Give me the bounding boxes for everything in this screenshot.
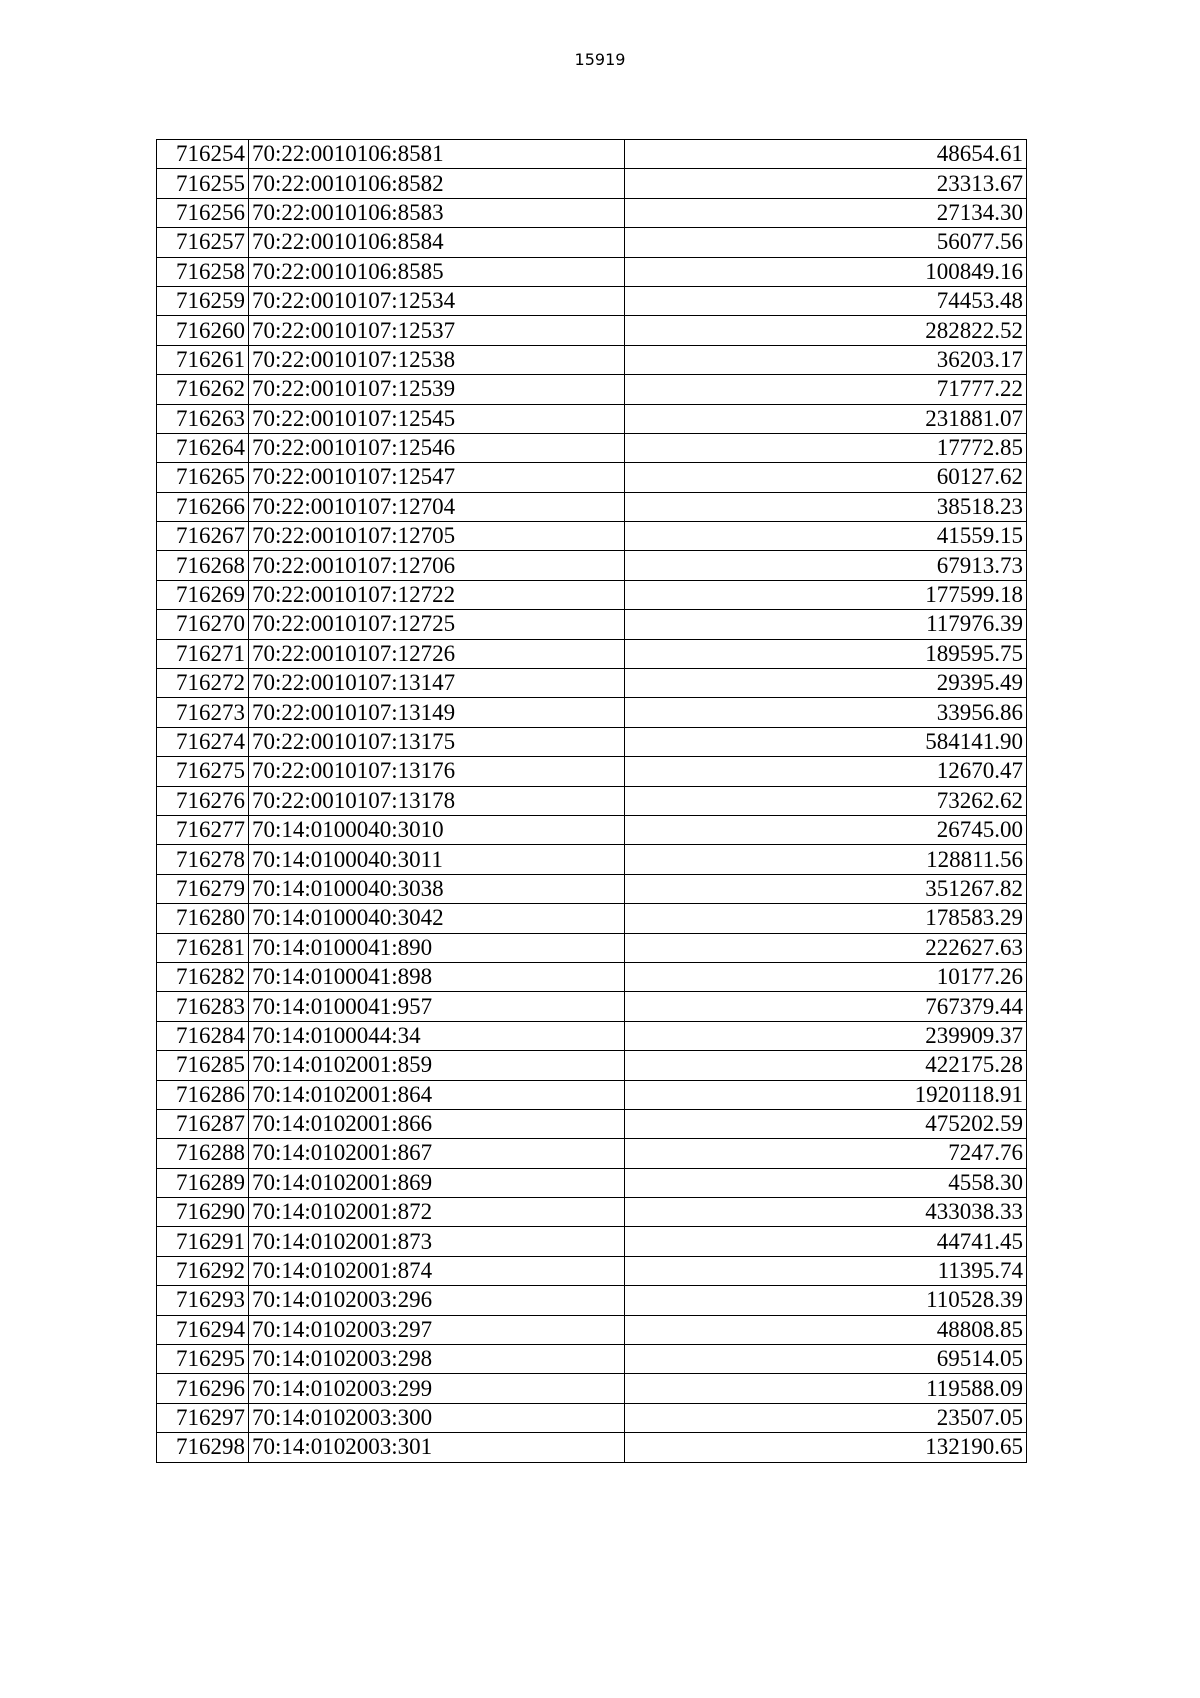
- table-row: [157, 433, 1027, 462]
- value-cell: 422175.28: [625, 1051, 1027, 1080]
- value-cell: 128811.56: [625, 845, 1027, 874]
- row-number-cell: 716280: [157, 904, 249, 933]
- cadastral-number-cell: 70:22:0010107:12726: [249, 639, 625, 668]
- row-number-cell: 716259: [157, 286, 249, 315]
- table-row: [157, 1403, 1027, 1432]
- value-cell: 23313.67: [625, 169, 1027, 198]
- cadastral-number-cell: 70:22:0010106:8581: [249, 140, 625, 169]
- value-cell: 69514.05: [625, 1345, 1027, 1374]
- cadastral-number-cell: 70:14:0102001:864: [249, 1080, 625, 1109]
- value-cell: 767379.44: [625, 992, 1027, 1021]
- cadastral-number-cell: 70:22:0010106:8582: [249, 169, 625, 198]
- row-number-cell: 716294: [157, 1315, 249, 1344]
- cadastral-number-cell: 70:14:0102003:300: [249, 1403, 625, 1432]
- cadastral-number-cell: 70:14:0100040:3042: [249, 904, 625, 933]
- value-cell: 11395.74: [625, 1256, 1027, 1285]
- table-row: [157, 1021, 1027, 1050]
- cadastral-number-cell: 70:22:0010107:12722: [249, 580, 625, 609]
- table-row: [157, 610, 1027, 639]
- value-cell: 33956.86: [625, 698, 1027, 727]
- cadastral-number-cell: 70:14:0102003:298: [249, 1345, 625, 1374]
- table-row: [157, 345, 1027, 374]
- row-number-cell: 716270: [157, 610, 249, 639]
- cadastral-number-cell: 70:14:0100044:34: [249, 1021, 625, 1050]
- row-number-cell: 716254: [157, 140, 249, 169]
- value-cell: 17772.85: [625, 433, 1027, 462]
- value-cell: 48654.61: [625, 140, 1027, 169]
- table-row: [157, 228, 1027, 257]
- value-cell: 48808.85: [625, 1315, 1027, 1344]
- row-number-cell: 716293: [157, 1286, 249, 1315]
- table-row: [157, 874, 1027, 903]
- row-number-cell: 716273: [157, 698, 249, 727]
- row-number-cell: 716287: [157, 1109, 249, 1138]
- value-cell: 282822.52: [625, 316, 1027, 345]
- table-row: [157, 404, 1027, 433]
- row-number-cell: 716290: [157, 1198, 249, 1227]
- page-number: 15919: [574, 50, 626, 69]
- value-cell: 189595.75: [625, 639, 1027, 668]
- value-cell: 41559.15: [625, 522, 1027, 551]
- row-number-cell: 716279: [157, 874, 249, 903]
- value-cell: 132190.65: [625, 1433, 1027, 1462]
- table-row: [157, 933, 1027, 962]
- table-row: [157, 1139, 1027, 1168]
- row-number-cell: 716257: [157, 228, 249, 257]
- row-number-cell: 716298: [157, 1433, 249, 1462]
- cadastral-number-cell: 70:14:0102003:299: [249, 1374, 625, 1403]
- table-row: [157, 1168, 1027, 1197]
- cadastral-number-cell: 70:14:0100040:3010: [249, 815, 625, 844]
- value-cell: 222627.63: [625, 933, 1027, 962]
- table-row: [157, 904, 1027, 933]
- row-number-cell: 716283: [157, 992, 249, 1021]
- row-number-cell: 716262: [157, 375, 249, 404]
- table-row: [157, 639, 1027, 668]
- value-cell: 67913.73: [625, 551, 1027, 580]
- table-row: [157, 786, 1027, 815]
- cadastral-number-cell: 70:22:0010107:12539: [249, 375, 625, 404]
- cadastral-number-cell: 70:14:0102003:301: [249, 1433, 625, 1462]
- cadastral-number-cell: 70:22:0010107:12538: [249, 345, 625, 374]
- cadastral-number-cell: 70:22:0010107:12545: [249, 404, 625, 433]
- table-row: [157, 286, 1027, 315]
- cadastral-number-cell: 70:14:0102001:873: [249, 1227, 625, 1256]
- table-row: [157, 1345, 1027, 1374]
- cadastral-number-cell: 70:14:0100040:3011: [249, 845, 625, 874]
- value-cell: 475202.59: [625, 1109, 1027, 1138]
- value-cell: 27134.30: [625, 198, 1027, 227]
- value-cell: 71777.22: [625, 375, 1027, 404]
- data-table-container: [156, 139, 1027, 1463]
- value-cell: 60127.62: [625, 463, 1027, 492]
- cadastral-number-cell: 70:22:0010107:12546: [249, 433, 625, 462]
- row-number-cell: 716275: [157, 757, 249, 786]
- table-row: [157, 580, 1027, 609]
- value-cell: 584141.90: [625, 727, 1027, 756]
- value-cell: 117976.39: [625, 610, 1027, 639]
- data-table: [156, 139, 1027, 1463]
- value-cell: 110528.39: [625, 1286, 1027, 1315]
- cadastral-number-cell: 70:22:0010107:13178: [249, 786, 625, 815]
- row-number-cell: 716258: [157, 257, 249, 286]
- value-cell: 119588.09: [625, 1374, 1027, 1403]
- table-row: [157, 727, 1027, 756]
- table-row: [157, 1109, 1027, 1138]
- row-number-cell: 716265: [157, 463, 249, 492]
- table-row: [157, 992, 1027, 1021]
- row-number-cell: 716285: [157, 1051, 249, 1080]
- value-cell: 29395.49: [625, 669, 1027, 698]
- value-cell: 231881.07: [625, 404, 1027, 433]
- table-row: [157, 1286, 1027, 1315]
- value-cell: 56077.56: [625, 228, 1027, 257]
- value-cell: 4558.30: [625, 1168, 1027, 1197]
- row-number-cell: 716268: [157, 551, 249, 580]
- table-row: [157, 169, 1027, 198]
- table-row: [157, 1433, 1027, 1462]
- row-number-cell: 716278: [157, 845, 249, 874]
- value-cell: 12670.47: [625, 757, 1027, 786]
- cadastral-number-cell: 70:22:0010107:12537: [249, 316, 625, 345]
- table-row: [157, 815, 1027, 844]
- cadastral-number-cell: 70:14:0102001:872: [249, 1198, 625, 1227]
- row-number-cell: 716281: [157, 933, 249, 962]
- value-cell: 351267.82: [625, 874, 1027, 903]
- row-number-cell: 716286: [157, 1080, 249, 1109]
- table-row: [157, 1080, 1027, 1109]
- cadastral-number-cell: 70:22:0010107:12704: [249, 492, 625, 521]
- row-number-cell: 716260: [157, 316, 249, 345]
- table-row: [157, 198, 1027, 227]
- row-number-cell: 716271: [157, 639, 249, 668]
- cadastral-number-cell: 70:22:0010106:8584: [249, 228, 625, 257]
- value-cell: 100849.16: [625, 257, 1027, 286]
- cadastral-number-cell: 70:22:0010107:13176: [249, 757, 625, 786]
- row-number-cell: 716289: [157, 1168, 249, 1197]
- row-number-cell: 716274: [157, 727, 249, 756]
- row-number-cell: 716282: [157, 962, 249, 991]
- cadastral-number-cell: 70:22:0010107:13149: [249, 698, 625, 727]
- table-row: [157, 698, 1027, 727]
- row-number-cell: 716267: [157, 522, 249, 551]
- cadastral-number-cell: 70:22:0010107:12706: [249, 551, 625, 580]
- table-row: [157, 1315, 1027, 1344]
- table-row: [157, 1051, 1027, 1080]
- table-row: [157, 845, 1027, 874]
- cadastral-number-cell: 70:22:0010107:13175: [249, 727, 625, 756]
- value-cell: 1920118.91: [625, 1080, 1027, 1109]
- value-cell: 178583.29: [625, 904, 1027, 933]
- value-cell: 26745.00: [625, 815, 1027, 844]
- row-number-cell: 716276: [157, 786, 249, 815]
- row-number-cell: 716264: [157, 433, 249, 462]
- table-row: [157, 669, 1027, 698]
- table-row: [157, 1374, 1027, 1403]
- cadastral-number-cell: 70:22:0010107:12705: [249, 522, 625, 551]
- value-cell: 7247.76: [625, 1139, 1027, 1168]
- row-number-cell: 716297: [157, 1403, 249, 1432]
- table-body: [157, 140, 1027, 1463]
- row-number-cell: 716269: [157, 580, 249, 609]
- table-row: [157, 140, 1027, 169]
- cadastral-number-cell: 70:14:0102003:296: [249, 1286, 625, 1315]
- cadastral-number-cell: 70:14:0102001:859: [249, 1051, 625, 1080]
- cadastral-number-cell: 70:14:0102003:297: [249, 1315, 625, 1344]
- value-cell: 177599.18: [625, 580, 1027, 609]
- value-cell: 74453.48: [625, 286, 1027, 315]
- row-number-cell: 716255: [157, 169, 249, 198]
- cadastral-number-cell: 70:14:0100041:890: [249, 933, 625, 962]
- table-row: [157, 492, 1027, 521]
- row-number-cell: 716284: [157, 1021, 249, 1050]
- row-number-cell: 716291: [157, 1227, 249, 1256]
- value-cell: 23507.05: [625, 1403, 1027, 1432]
- cadastral-number-cell: 70:14:0102001:867: [249, 1139, 625, 1168]
- value-cell: 38518.23: [625, 492, 1027, 521]
- value-cell: 433038.33: [625, 1198, 1027, 1227]
- table-row: [157, 1198, 1027, 1227]
- row-number-cell: 716261: [157, 345, 249, 374]
- cadastral-number-cell: 70:14:0102001:874: [249, 1256, 625, 1285]
- table-row: [157, 1256, 1027, 1285]
- table-row: [157, 522, 1027, 551]
- cadastral-number-cell: 70:22:0010107:13147: [249, 669, 625, 698]
- cadastral-number-cell: 70:14:0102001:866: [249, 1109, 625, 1138]
- row-number-cell: 716296: [157, 1374, 249, 1403]
- row-number-cell: 716292: [157, 1256, 249, 1285]
- cadastral-number-cell: 70:14:0102001:869: [249, 1168, 625, 1197]
- table-row: [157, 316, 1027, 345]
- row-number-cell: 716295: [157, 1345, 249, 1374]
- cadastral-number-cell: 70:22:0010107:12725: [249, 610, 625, 639]
- cadastral-number-cell: 70:14:0100041:898: [249, 962, 625, 991]
- row-number-cell: 716277: [157, 815, 249, 844]
- row-number-cell: 716272: [157, 669, 249, 698]
- value-cell: 44741.45: [625, 1227, 1027, 1256]
- cadastral-number-cell: 70:22:0010106:8583: [249, 198, 625, 227]
- value-cell: 10177.26: [625, 962, 1027, 991]
- cadastral-number-cell: 70:14:0100040:3038: [249, 874, 625, 903]
- table-row: [157, 257, 1027, 286]
- value-cell: 36203.17: [625, 345, 1027, 374]
- cadastral-number-cell: 70:22:0010106:8585: [249, 257, 625, 286]
- cadastral-number-cell: 70:22:0010107:12534: [249, 286, 625, 315]
- value-cell: 73262.62: [625, 786, 1027, 815]
- cadastral-number-cell: 70:14:0100041:957: [249, 992, 625, 1021]
- row-number-cell: 716263: [157, 404, 249, 433]
- table-row: [157, 1227, 1027, 1256]
- value-cell: 239909.37: [625, 1021, 1027, 1050]
- row-number-cell: 716266: [157, 492, 249, 521]
- table-row: [157, 463, 1027, 492]
- cadastral-number-cell: 70:22:0010107:12547: [249, 463, 625, 492]
- table-row: [157, 757, 1027, 786]
- table-row: [157, 375, 1027, 404]
- row-number-cell: 716256: [157, 198, 249, 227]
- table-row: [157, 551, 1027, 580]
- row-number-cell: 716288: [157, 1139, 249, 1168]
- table-row: [157, 962, 1027, 991]
